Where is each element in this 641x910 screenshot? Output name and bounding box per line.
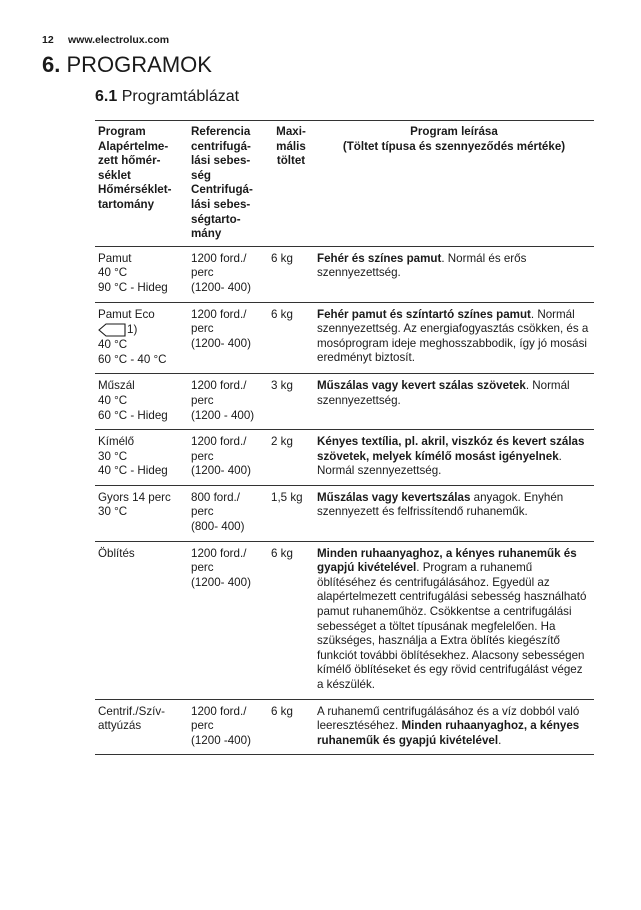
program-line: Gyors 14 perc	[98, 490, 171, 504]
program-line: 40 °C	[98, 266, 128, 280]
program-line: 30 °C	[98, 449, 128, 463]
website-link[interactable]: www.electrolux.com	[68, 34, 170, 46]
eco-leaf-icon	[98, 323, 126, 337]
spin-line: (1200 - 400)	[191, 408, 255, 422]
spin-line: (1200- 400)	[191, 464, 251, 478]
chapter-title: PROGRAMOK	[66, 52, 212, 77]
spin-cell	[188, 699, 268, 755]
header-spin: Referencia centrifugá- lási sebes- ség Centrifugá- lási sebes- ségtarto- mány	[191, 125, 253, 241]
program-line: Centrif./Szív-	[98, 704, 165, 718]
load-cell: 6 kg	[271, 251, 293, 265]
spin-line: perc	[191, 505, 214, 519]
program-cell	[95, 541, 188, 699]
table-row	[95, 541, 594, 699]
program-line: 40 °C	[98, 338, 128, 352]
description-cell	[314, 246, 594, 302]
program-line: 60 °C - 40 °C	[98, 352, 167, 366]
spin-cell	[188, 430, 268, 486]
spin-line: perc	[191, 449, 214, 463]
description-text: . Normál és erős szennyezettség.	[317, 251, 527, 280]
load-cell: 6 kg	[271, 546, 293, 560]
spin-line: 1200 ford./	[191, 546, 247, 560]
spin-line: 1200 ford./	[191, 435, 247, 449]
load-cell: 2 kg	[271, 435, 293, 449]
table-row	[95, 374, 594, 430]
description-bold: Műszálas vagy kevertszálas	[317, 490, 471, 504]
eco-footnote-line	[98, 322, 185, 338]
program-cell	[95, 374, 188, 430]
program-line: Kímélő	[98, 435, 135, 449]
program-line: Pamut	[98, 251, 132, 265]
spin-line: (800- 400)	[191, 520, 245, 534]
program-cell	[95, 485, 188, 541]
program-line: 40 °C - Hideg	[98, 464, 168, 478]
program-line: 40 °C	[98, 393, 128, 407]
spin-line: 1200 ford./	[191, 307, 247, 321]
spin-cell	[188, 485, 268, 541]
description-cell	[314, 302, 594, 374]
spin-line: perc	[191, 393, 214, 407]
spin-line: (1200- 400)	[191, 336, 251, 350]
description-bold: Minden ruhaanyaghoz, a kényes ruhaneműk és gyapjú kivételével	[317, 719, 580, 747]
description-text: A ruhanemű centrifugálásához és a víz dobból való leeresztéséhez.	[317, 704, 580, 733]
load-cell: 6 kg	[271, 307, 293, 321]
description-text: . Normál szennyezettség.	[317, 379, 570, 407]
page-header	[42, 34, 169, 46]
description-cell	[314, 430, 594, 486]
description-bold: Fehér és színes pamut	[317, 251, 442, 265]
program-cell	[95, 302, 188, 374]
description-text: . Normál szennyezettség. Az energiafogyasztás csökken, és a mosóprogram ideje meghosszabbodik, így jó mosási eredményt biztosít.	[317, 307, 589, 365]
table-row	[95, 699, 594, 755]
header-program: Program Alapértelme- zett hőmér- séklet Hőmérséklet- tartomány	[98, 125, 172, 211]
description-bold: Műszálas vagy kevert szálas szövetek	[317, 379, 526, 393]
table-row	[95, 430, 594, 486]
table-row	[95, 302, 594, 374]
spin-cell	[188, 374, 268, 430]
program-cell	[95, 246, 188, 302]
spin-cell	[188, 246, 268, 302]
description-bold: Kényes textília, pl. akril, viszkóz és kevert szálas szövetek, melyek kímélő mosást igényelnek	[317, 435, 585, 463]
description-cell	[314, 541, 594, 699]
program-cell	[95, 430, 188, 486]
spin-cell	[188, 302, 268, 374]
spin-line: perc	[191, 322, 214, 336]
program-line: Öblítés	[98, 546, 135, 560]
program-table	[95, 120, 594, 755]
footnote-marker: 1)	[127, 322, 138, 336]
section-title: Programtáblázat	[121, 88, 240, 105]
program-line: Pamut Eco	[98, 307, 155, 321]
chapter-number: 6.	[42, 52, 61, 77]
spin-line: (1200- 400)	[191, 575, 251, 589]
table-header-row	[95, 121, 594, 247]
spin-line: (1200 -400)	[191, 733, 251, 747]
section-number: 6.1	[95, 88, 118, 105]
spin-line: (1200- 400)	[191, 280, 251, 294]
description-bold: Fehér pamut és színtartó színes pamut	[317, 307, 531, 321]
header-description: Program leírása (Töltet típusa és szennyeződés mértéke)	[342, 125, 566, 153]
header-load: Maxi- mális töltet	[276, 125, 306, 168]
spin-line: 1200 ford./	[191, 704, 247, 718]
table-row	[95, 485, 594, 541]
program-cell	[95, 699, 188, 755]
table-row	[95, 246, 594, 302]
description-text: . Program a ruhanemű öblítéséhez és centrifugálásához. Egyedül az alapértelmezett centrifugálási sebesség használható pamut ruhaneműhöz. Csökkentse a centrifugálási sebességet a töltet típusának megfelelően. Ha szükséges, használja a Extra öblítés kiegészítő funkciót további öblítésekhez. Alacsony sebességen kímélő öblítéseket és egy rövid centrifugálást végez a készülék.	[317, 561, 587, 691]
description-cell	[314, 485, 594, 541]
spin-line: perc	[191, 266, 214, 280]
spin-cell	[188, 541, 268, 699]
spin-line: 1200 ford./	[191, 251, 247, 265]
load-cell: 3 kg	[271, 379, 293, 393]
program-line: 30 °C	[98, 505, 128, 519]
program-line: 60 °C - Hideg	[98, 408, 168, 422]
chapter-heading	[42, 52, 212, 78]
description-bold: Minden ruhaanyaghoz, a kényes ruhaneműk és gyapjú kivételével	[317, 546, 577, 575]
program-line: attyúzás	[98, 719, 142, 733]
program-line: Műszál	[98, 379, 135, 393]
description-cell	[314, 699, 594, 755]
load-cell: 1,5 kg	[271, 490, 303, 504]
spin-line: 800 ford./	[191, 490, 240, 504]
spin-line: 1200 ford./	[191, 379, 247, 393]
description-cell	[314, 374, 594, 430]
program-line: 90 °C - Hideg	[98, 280, 168, 294]
spin-line: perc	[191, 719, 214, 733]
page-number: 12	[42, 34, 54, 46]
load-cell: 6 kg	[271, 704, 293, 718]
description-text: anyagok. Enyhén szennyezett és felfrissítendő ruhaneműk.	[317, 490, 564, 519]
section-heading	[95, 88, 239, 106]
description-text: . Normál szennyezettség.	[317, 449, 562, 478]
description-text: .	[498, 733, 502, 747]
spin-line: perc	[191, 561, 214, 575]
